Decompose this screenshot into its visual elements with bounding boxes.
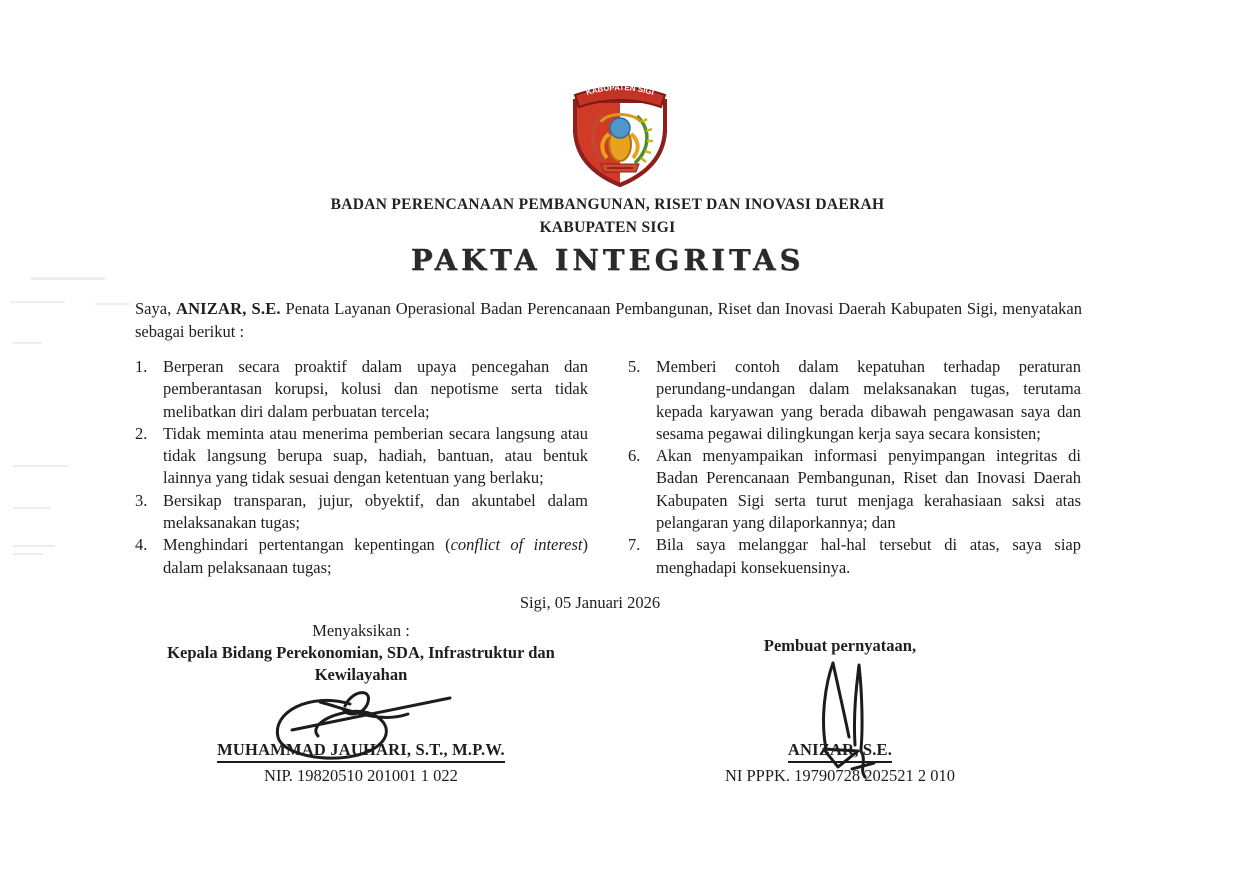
- pledge-text-post: ) dalam pelaksanaan tugas;: [163, 535, 588, 577]
- pledge-item-1: [135, 356, 588, 423]
- witness-nip: NIP. 19820510 201001 1 022: [264, 766, 458, 785]
- scan-artifact: [13, 465, 68, 467]
- pledge-text: [163, 534, 588, 579]
- opening-prefix: Saya,: [135, 299, 176, 318]
- emblem-globe-blue: [610, 118, 630, 138]
- pledge-text: Tidak meminta atau menerima pemberian secara langsung atau tidak langsung berupa suap, hadiah, bantuan, atau bentuk lainnya yang tidak sesuai dengan ketentuan yang berlaku;: [163, 423, 588, 488]
- letterhead: [135, 193, 1080, 239]
- declarant-name: ANIZAR, S.E.: [788, 740, 892, 763]
- pledge-item-6: [628, 445, 1081, 534]
- scan-artifact: [13, 553, 43, 555]
- opening-statement: [135, 297, 1082, 343]
- pledge-text-italic: conflict of interest: [450, 535, 583, 555]
- witness-name: MUHAMMAD JAUHARI, S.T., M.P.W.: [217, 740, 505, 763]
- pledge-number: 6.: [628, 446, 641, 466]
- pledge-number: 7.: [628, 535, 641, 555]
- pledge-text-pre: Menghindari pertentangan kepentingan (: [163, 535, 451, 555]
- kabupaten-sigi-seal: [563, 76, 677, 188]
- pledge-item-2: [135, 423, 588, 490]
- declarant-heading: Pembuat pernyataan,: [763, 636, 917, 655]
- pledge-text: Bila saya melanggar hal-hal tersebut di atas, saya siap menghadapi konsekuensinya.: [656, 535, 1081, 577]
- seal-graphic: [563, 76, 677, 188]
- pledge-text: Memberi contoh dalam kepatuhan terhadap peraturan perundang-undangan dalam melaksanakan tugas, terutama kepada karyawan yang berada dibawah pengawasan saya dan sesama pegawai dilingkungan kerja saya secara konsisten;: [656, 357, 1081, 443]
- pledge-number: 4.: [135, 535, 148, 555]
- scan-artifact: [30, 277, 105, 280]
- scan-artifact: [13, 507, 51, 509]
- witness-signature-block: [135, 620, 587, 800]
- opening-rest: Penata Layanan Operasional Badan Perencanaan Pembangunan, Riset dan Inovasi Daerah Kabupaten Sigi, menyatakan sebagai berikut :: [135, 299, 1082, 341]
- declarant-name-inline: ANIZAR, S.E.: [175, 299, 281, 318]
- pledge-item-4: [135, 534, 588, 579]
- scan-artifact: [10, 301, 65, 303]
- witness-name-row: [135, 740, 587, 786]
- scan-artifact: [12, 342, 42, 344]
- document-title: PAKTA INTEGRITAS: [410, 243, 805, 277]
- pledge-column-left: [135, 356, 588, 579]
- witness-heading: Menyaksikan :: [312, 621, 410, 640]
- place-date-line: Sigi, 05 Januari 2026: [519, 593, 661, 612]
- pledge-item-7: [628, 534, 1081, 579]
- pledge-number: 5.: [628, 357, 641, 376]
- pledge-text: Akan menyampaikan informasi penyimpangan integritas di Badan Perencanaan Pembangunan, Riset dan Inovasi Daerah Kabupaten Sigi serta turut menjaga kerahasiaan saksi atas pelangaran yang dilaporkannya; dan: [656, 446, 1081, 533]
- witness-role-line1: Kepala Bidang Perekonomian, SDA, Infrastruktur dan: [167, 643, 555, 662]
- pledge-columns: [135, 356, 1082, 579]
- org-name-line1: BADAN PERENCANAAN PEMBANGUNAN, RISET DAN INOVASI DAERAH: [330, 196, 885, 213]
- witness-role-line2: Kewilayahan: [314, 665, 408, 684]
- seal-banner-label: KABUPATEN SIGI: [585, 82, 656, 97]
- pledge-text: Berperan secara proaktif dalam upaya pencegahan dan pemberantasan korupsi, kolusi dan nepotisme serta tidak melibatkan diri dalam perbuatan tercela;: [163, 357, 588, 421]
- pledge-number: 2.: [135, 423, 148, 443]
- declarant-nip: NI PPPK. 19790728 202521 2 010: [724, 766, 956, 785]
- scan-artifact: [13, 545, 55, 547]
- pledge-number: 3.: [135, 490, 148, 510]
- pledge-item-3: [135, 490, 588, 535]
- pledge-item-5: [628, 356, 1081, 445]
- pledge-text: Bersikap transparan, jujur, obyektif, dan akuntabel dalam melaksanakan tugas;: [163, 490, 588, 533]
- pledge-number: 1.: [135, 357, 148, 376]
- declarant-name-row: [640, 740, 1040, 786]
- org-name-line2: KABUPATEN SIGI: [539, 219, 676, 236]
- declarant-signature-block: [640, 635, 1040, 805]
- scan-artifact: [95, 303, 130, 305]
- pledge-column-right: [628, 356, 1081, 579]
